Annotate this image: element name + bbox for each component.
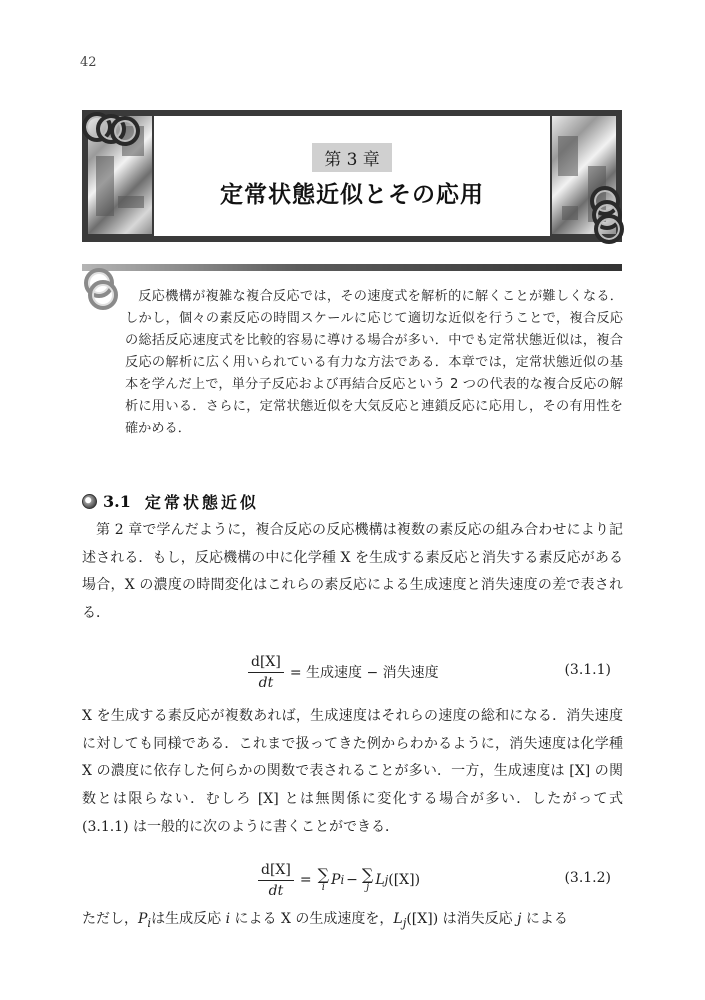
section-bullet-icon bbox=[82, 494, 97, 509]
derivative-fraction: $\frac{d[X]}{dt}$ bbox=[248, 654, 284, 691]
equation-number: (3.1.1) bbox=[564, 662, 611, 678]
section-number: 3.1 bbox=[103, 492, 131, 511]
paragraph-1: 第 2 章で学んだように，複合反応の反応機構は複数の素反応の組み合わせにより記述される．もし，反応機構の中に化学種 X を生成する素反応と消失する素反応がある場合，X の濃度の時間変化はこれらの素反応による生成速度と消失速度の差で表される． bbox=[82, 522, 623, 622]
equation-number: (3.1.2) bbox=[564, 870, 611, 886]
page-number: 42 bbox=[80, 55, 97, 70]
chapter-title-panel bbox=[154, 116, 550, 236]
intro-divider bbox=[82, 264, 622, 271]
chapter-number: 第 3 章 bbox=[312, 143, 392, 172]
equation-3-1-2: $\frac{d[X]}{dt}$ = ∑ i P i − ∑ j L j ([X]) (3.1.2) bbox=[82, 858, 623, 902]
paragraph-3: ただし，$P_i$は生成反応 i による X の生成速度を，$L_j([X])$ は消失反応 j による bbox=[82, 911, 568, 930]
summation-i: ∑ i bbox=[317, 865, 330, 893]
paragraph-2: X を生成する素反応が複数あれば，生成速度はそれらの速度の総和になる．消失速度に対しても同様である．これまで扱ってきた例からわかるように，消失速度は化学種 X の濃度に依存した何らかの関数で表されることが多い．一方，生成速度は [X] の関数とは限らない．むしろ [X] とは無関係に変化する場合が多い．したがって式 (3.1.1) は一般的に次のように書くことができる． bbox=[82, 708, 623, 835]
summation-j: ∑ j bbox=[361, 865, 374, 893]
equation-3-1-1 bbox=[82, 650, 623, 694]
banner-rings-left bbox=[80, 108, 140, 148]
chapter-introduction: 反応機構が複雑な複合反応では，その速度式を解析的に解くことが難しくなる．しかし，個々の素反応の時間スケールに応じて適切な近似を行うことで，複合反応の総括反応速度式を比較的容易に導ける場合が多い．中でも定常状態近似は，複合反応の解析に広く用いられている有力な方法である．本章では，定常状態近似の基本を学んだ上で，単分子反応および再結合反応という 2 つの代表的な複合反応の解析に用いる．さらに，定常状態近似を大気反応と連鎖反応に応用し，その有用性を確かめる． bbox=[125, 289, 623, 436]
intro-rings-decoration bbox=[84, 268, 124, 308]
equation-rhs: = 生成速度 − 消失速度 bbox=[289, 665, 439, 681]
section-heading bbox=[82, 490, 259, 513]
chapter-banner bbox=[82, 110, 622, 242]
derivative-fraction: $\frac{d[X]}{dt}$ bbox=[258, 862, 294, 899]
chapter-title: 定常状態近似とその応用 bbox=[220, 182, 484, 208]
section-title: 定常状態近似 bbox=[144, 493, 259, 512]
banner-rings-right bbox=[586, 186, 626, 246]
